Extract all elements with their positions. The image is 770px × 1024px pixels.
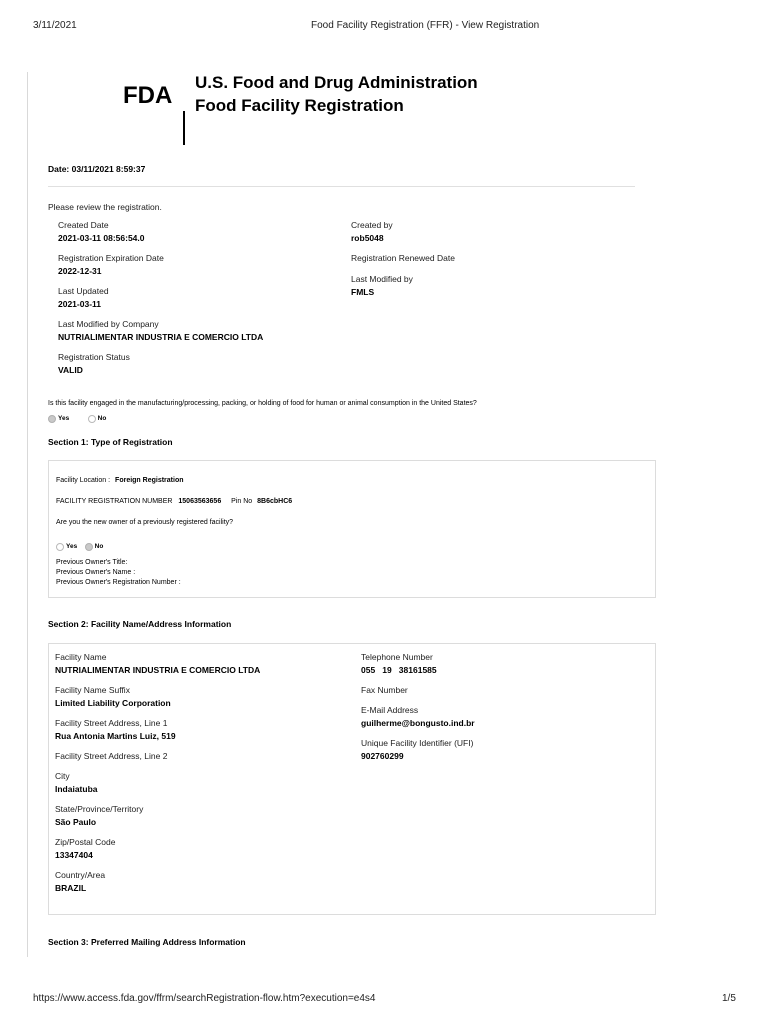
prev-owner-name: Previous Owner's Name :: [56, 569, 136, 576]
last-modified-company-label: Last Modified by Company: [58, 319, 159, 329]
city-label: City: [55, 771, 70, 781]
facility-location-value: Foreign Registration: [115, 477, 184, 484]
created-by-label: Created by: [351, 220, 393, 230]
zip-label: Zip/Postal Code: [55, 837, 116, 847]
pin-label: Pin No: [231, 498, 253, 505]
created-date-label: Created Date: [58, 220, 109, 230]
created-by-value: rob5048: [351, 233, 384, 243]
ufi-value: 902760299: [361, 751, 404, 761]
street2-label: Facility Street Address, Line 2: [55, 751, 168, 761]
last-modified-by-label: Last Modified by: [351, 274, 413, 284]
consumption-radio-group: [48, 410, 106, 428]
ufi-label: Unique Facility Identifier (UFI): [361, 738, 474, 748]
consumption-yes-label: Yes: [58, 415, 70, 423]
fax-label: Fax Number: [361, 685, 408, 695]
facility-name-label: Facility Name: [55, 652, 107, 662]
facility-location-label: Facility Location :: [56, 477, 111, 484]
facility-location: [56, 477, 184, 484]
status-label: Registration Status: [58, 352, 130, 362]
print-title: Food Facility Registration (FFR) - View Registration: [311, 20, 540, 31]
zip-value: 13347404: [55, 850, 93, 860]
new-owner-no-label: No: [94, 543, 104, 551]
suffix-label: Facility Name Suffix: [55, 685, 130, 695]
email-label: E-Mail Address: [361, 705, 419, 715]
country-label: Country/Area: [55, 870, 106, 880]
new-owner-radio-group: [56, 538, 103, 556]
print-page: 1/5: [722, 993, 736, 1004]
state-label: State/Province/Territory: [55, 804, 144, 814]
last-modified-by-value: FMLS: [351, 287, 375, 297]
phone-label: Telephone Number: [361, 652, 433, 662]
divider: [48, 186, 635, 187]
agency-title: U.S. Food and Drug Administration: [195, 73, 478, 92]
reg-number-label: FACILITY REGISTRATION NUMBER: [56, 498, 173, 505]
facility-name-value: NUTRIALIMENTAR INDUSTRIA E COMERCIO LTDA: [55, 665, 261, 675]
section2-box: [48, 643, 656, 915]
print-date: 3/11/2021: [33, 20, 77, 31]
new-owner-yes-radio[interactable]: [56, 543, 64, 551]
section1-title: Section 1: Type of Registration: [48, 437, 173, 447]
street1-value: Rua Antonia Martins Luiz, 519: [55, 731, 176, 741]
expiration-value: 2022-12-31: [58, 266, 102, 276]
city-value: Indaiatuba: [55, 784, 98, 794]
suffix-value: Limited Liability Corporation: [55, 698, 171, 708]
print-url: https://www.access.fda.gov/ffrm/searchRegistration-flow.htm?execution=e4s4: [33, 993, 376, 1004]
consumption-question: Is this facility engaged in the manufacturing/processing, packing, or holding of food for human or animal consumption in the United States?: [48, 400, 477, 407]
pin-value: 8B6cbHC6: [257, 498, 293, 505]
section3-title: Section 3: Preferred Mailing Address Information: [48, 937, 246, 947]
consumption-no-radio[interactable]: [88, 415, 96, 423]
consumption-yes-radio[interactable]: [48, 415, 56, 423]
review-prompt: Please review the registration.: [48, 202, 162, 212]
section2-title: Section 2: Facility Name/Address Information: [48, 619, 232, 629]
last-modified-company-value: NUTRIALIMENTAR INDUSTRIA E COMERCIO LTDA: [58, 332, 264, 342]
logo-divider: [183, 111, 185, 145]
new-owner-question: Are you the new owner of a previously registered facility?: [56, 519, 234, 526]
phone-value: 055 19 38161585: [361, 665, 437, 675]
section1-box: [48, 460, 656, 598]
page-left-rule: [27, 72, 28, 957]
expiration-label: Registration Expiration Date: [58, 253, 164, 263]
last-updated-value: 2021-03-11: [58, 299, 102, 309]
renewed-label: Registration Renewed Date: [351, 253, 455, 263]
date-line: Date: 03/11/2021 8:59:37: [48, 164, 146, 174]
reg-number-value: 15063563656: [178, 498, 222, 505]
fda-logo: FDA: [123, 82, 173, 109]
status-value: VALID: [58, 365, 83, 375]
email-value: guilherme@bongusto.ind.br: [361, 718, 475, 728]
last-updated-label: Last Updated: [58, 286, 109, 296]
street1-label: Facility Street Address, Line 1: [55, 718, 168, 728]
program-title: Food Facility Registration: [195, 96, 404, 115]
new-owner-yes-label: Yes: [66, 543, 78, 551]
prev-owner-reg: Previous Owner's Registration Number :: [56, 579, 181, 586]
prev-owner-title: Previous Owner's Title:: [56, 559, 128, 566]
created-date-value: 2021-03-11 08:56:54.0: [58, 233, 145, 243]
state-value: São Paulo: [55, 817, 97, 827]
country-value: BRAZIL: [55, 883, 87, 893]
new-owner-no-radio[interactable]: [85, 543, 93, 551]
consumption-no-label: No: [97, 415, 107, 423]
registration-number-line: [56, 498, 292, 505]
